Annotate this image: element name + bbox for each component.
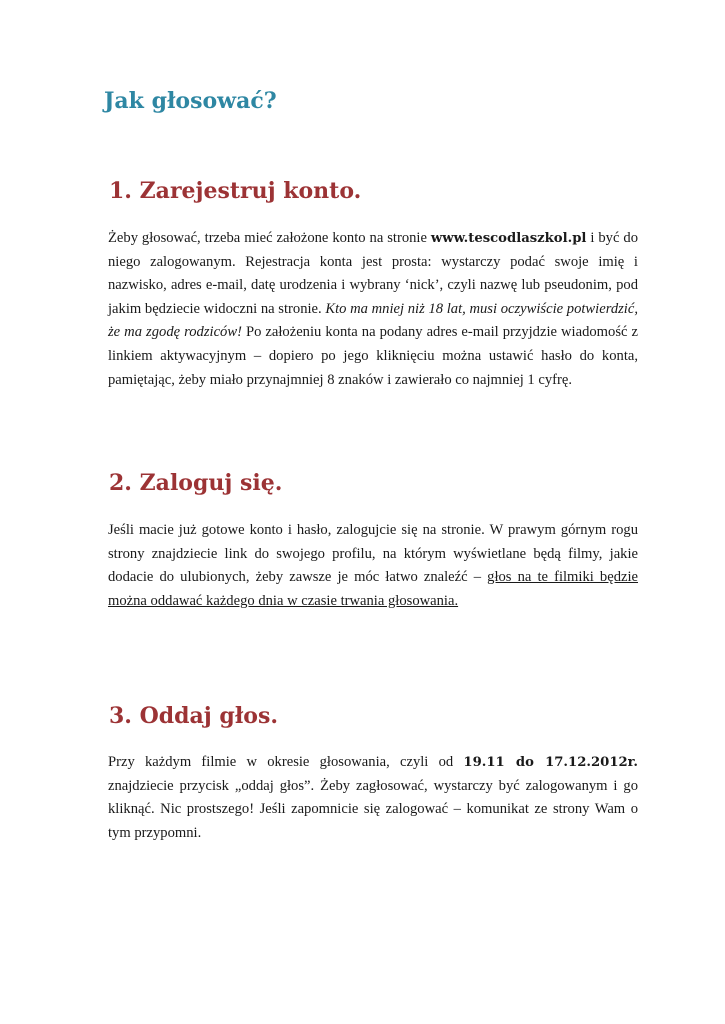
date-from: 19.11	[463, 755, 505, 770]
voting-daily-note: głos na te filmiki będzie można oddawać każdego dnia w czasie trwania głosowania.	[108, 569, 639, 609]
parental-consent-note: Kto ma mniej niż 18 lat, musi oczywiście potwierdzić, że ma zgodę rodziców!	[108, 300, 638, 341]
register-text-1: Żeby głosować, trzeba mieć założone konto na stronie	[108, 230, 431, 246]
paragraph-register	[108, 227, 638, 392]
date-to: 17.12.2012r.	[545, 755, 638, 770]
section-heading-vote: 3. Oddaj głos.	[109, 703, 278, 729]
page-title: Jak głosować?	[104, 88, 277, 114]
site-address: www.tescodlaszkol.pl	[430, 231, 587, 246]
paragraph-vote	[108, 751, 638, 845]
date-connector: do	[504, 755, 546, 770]
section-heading-login: 2. Zaloguj się.	[109, 470, 283, 496]
paragraph-login	[108, 519, 638, 613]
login-text: Jeśli macie już gotowe konto i hasło, zalogujcie się na stronie. W prawym górnym rogu strony znajdziecie link do swojego profilu, na którym wyświetlane będą filmy, jakie dodacie do ulubionych, żeby zawsze je móc łatwo znaleźć –	[108, 522, 638, 586]
vote-text-2: znajdziecie przycisk „oddaj głos”. Żeby zagłosować, wystarczy być zalogowanym i go kliknąć. Nic prostszego! Jeśli zapomnicie się zalogować – komunikat ze strony Wam o tym przypomni.	[108, 777, 638, 841]
section-heading-register: 1. Zarejestruj konto.	[109, 178, 362, 204]
vote-text-1: Przy każdym filmie w okresie głosowania, czyli od	[108, 754, 464, 770]
register-text-2: i być do niego zalogowanym. Rejestracja konta jest prosta: wystarczy podać swoje imię i nazwisko, adres e-mail, datę urodzenia i wybrany ‘nick’, czyli nazwę lub pseudonim, pod jakim będziecie widoczni na stronie.	[108, 230, 638, 317]
register-text-3: Po założeniu konta na podany adres e-mail przyjdzie wiadomość z linkiem aktywacyjnym – dopiero po jego kliknięciu można ustawić hasło do konta, pamiętając, żeby miało przynajmniej 8 znaków i zawierało co najmniej 1 cyfrę.	[108, 324, 638, 388]
